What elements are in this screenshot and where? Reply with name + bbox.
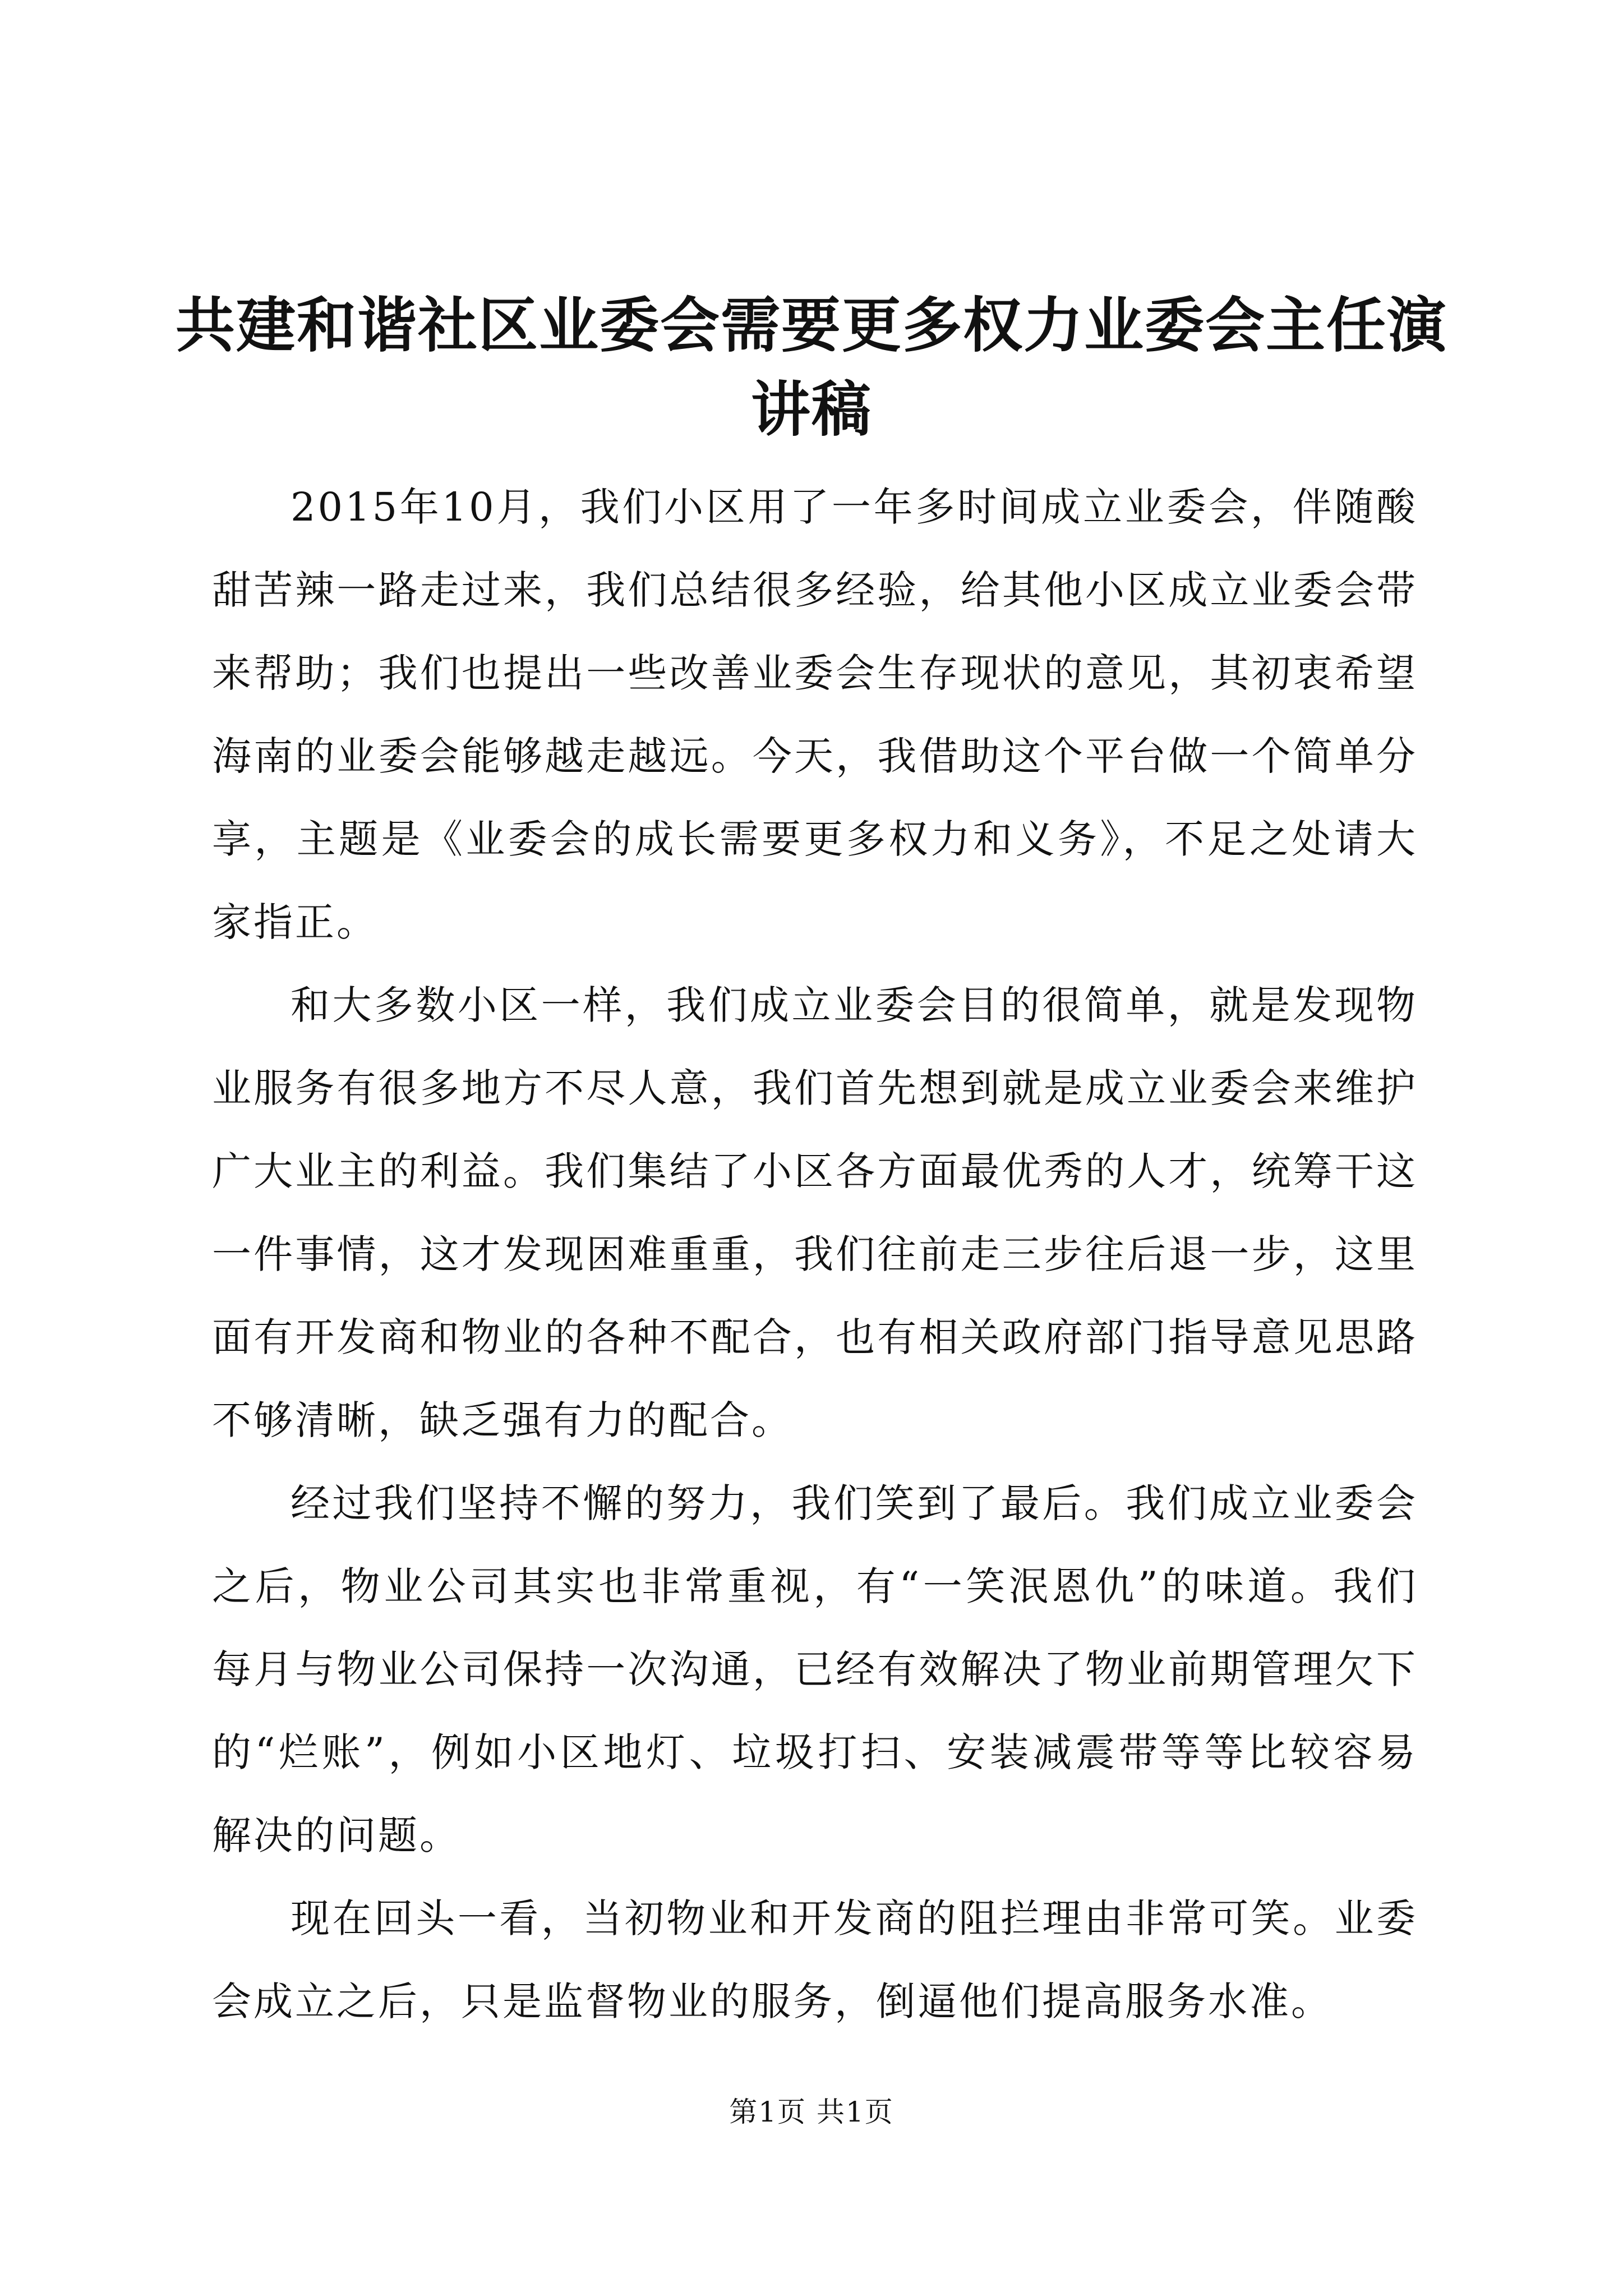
paragraph: 现在回头一看，当初物业和开发商的阻拦理由非常可笑。业委会成立之后，只是监督物业的服务，倒逼他们提高服务水准。: [212, 1895, 1418, 2024]
paragraph: 和大多数小区一样，我们成立业委会目的很简单，就是发现物业服务有很多地方不尽人意，我们首先想到就是成立业委会来维护广大业主的利益。我们集结了小区各方面最优秀的人才，统筹干这一件事情，这才发现困难重重，我们往前走三步往后退一步，这里面有开发商和物业的各种不配合，也有相关政府部门指导意见思路不够清晰，缺乏强有力的配合。: [212, 982, 1418, 1443]
document-title: 共建和谐社区业委会需要更多权力业委会主任演讲稿: [176, 290, 1447, 444]
paragraph: 经过我们坚持不懈的努力，我们笑到了最后。我们成立业委会之后，物业公司其实也非常重视，有“一笑泯恩仇”的味道。我们每月与物业公司保持一次沟通，已经有效解决了物业前期管理欠下的“烂账”，例如小区地灯、垃圾打扫、安装减震带等等比较容易解决的问题。: [212, 1480, 1418, 1858]
document-body: [212, 466, 1418, 2043]
paragraph: 2015年10月，我们小区用了一年多时间成立业委会，伴随酸甜苦辣一路走过来，我们总结很多经验，给其他小区成立业委会带来帮助；我们也提出一些改善业委会生存现状的意见，其初衷希望海南的业委会能够越走越远。今天，我借助这个平台做一个简单分享，主题是《业委会的成长需要更多权力和义务》，不足之处请大家指正。: [212, 484, 1418, 945]
page-footer: 第1页 共1页: [729, 2096, 894, 2128]
